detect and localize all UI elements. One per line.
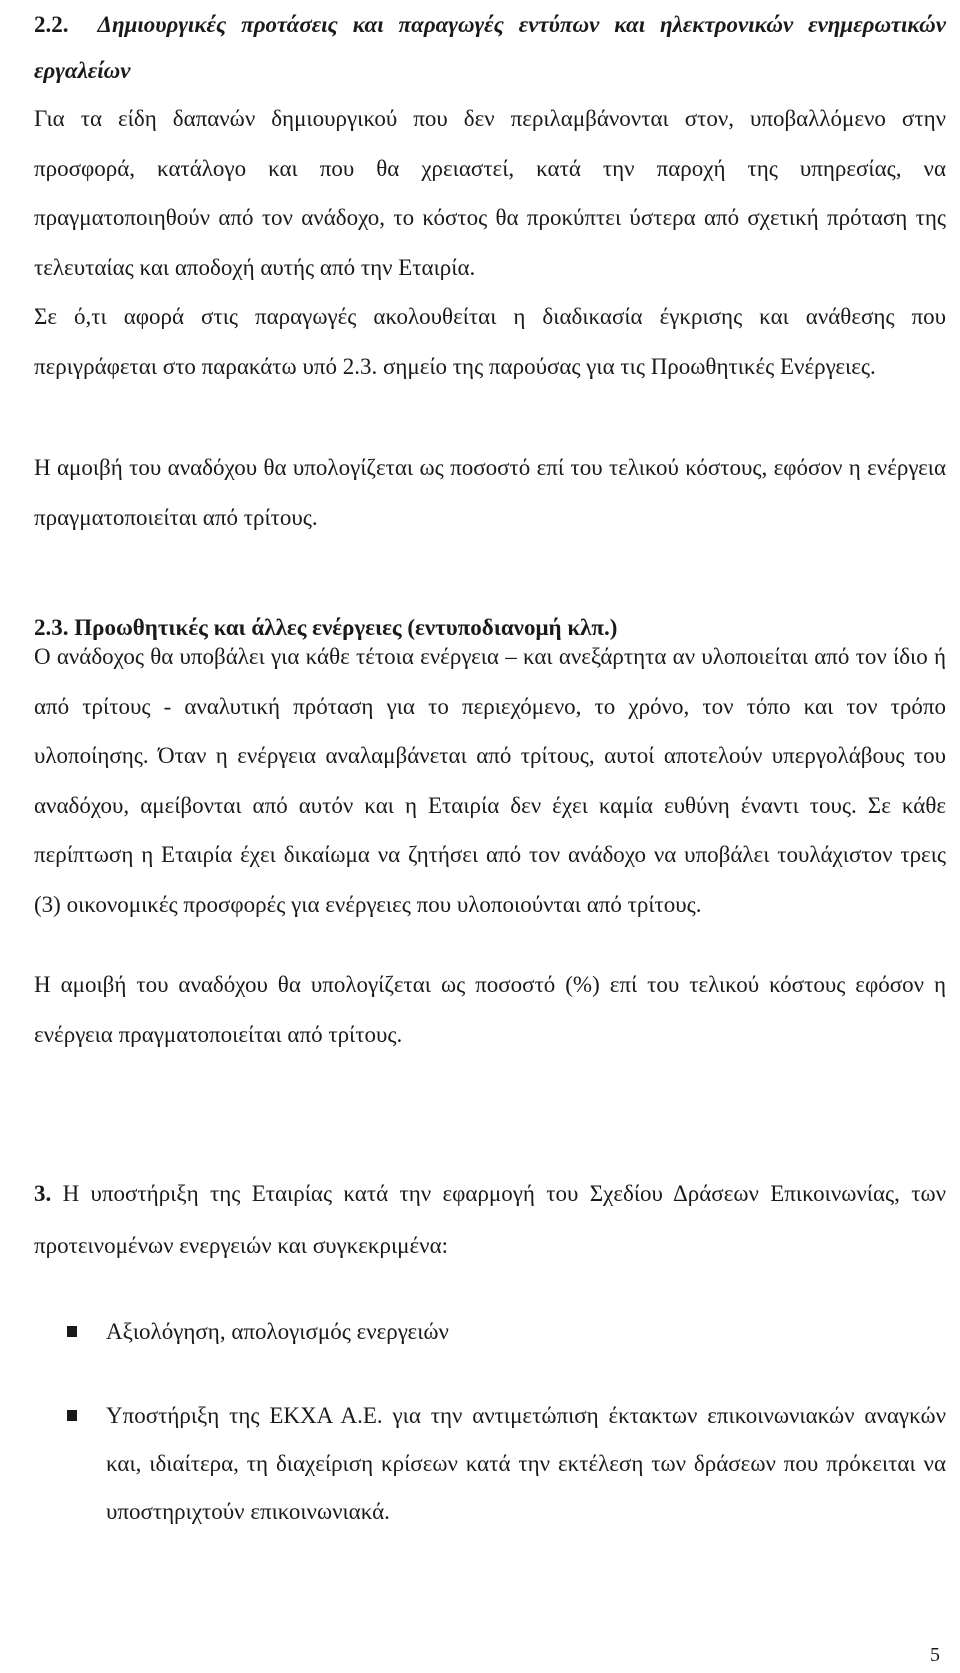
paragraph: Σε ό,τι αφορά στις παραγωγές ακολουθείται η διαδικασία έγκρισης και ανάθεσης που περιγράφεται στο παρακάτω υπό 2.3. σημείο της παρούσας για τις Προωθητικές Ενέργειες. <box>34 304 946 379</box>
document-page <box>34 0 960 1673</box>
page-number: 5 <box>930 1644 940 1666</box>
list-item-text: Αξιολόγηση, απολογισμός ενεργειών <box>106 1319 449 1344</box>
square-bullet-icon <box>67 1326 77 1337</box>
list-item <box>34 1392 946 1536</box>
list-item-text: Υποστήριξη της ΕΚΧΑ Α.Ε. για την αντιμετώπιση έκτακτων επικοινωνιακών αναγκών και, ιδιαίτερα, τη διαχείριση κρίσεων κατά την εκτέλεση των δράσεων που πρόκειται να υποστηριχτούν επικοινωνιακά. <box>106 1403 946 1524</box>
square-bullet-icon <box>67 1410 77 1421</box>
section-number: 2.2. <box>34 12 69 37</box>
list-item <box>34 1308 946 1356</box>
section-3-number: 3. <box>34 1181 52 1206</box>
bullet-list <box>34 1308 946 1572</box>
paragraph: Η αμοιβή του αναδόχου θα υπολογίζεται ως ποσοστό επί του τελικού κόστους, εφόσον η ενέργεια πραγματοποιείται από τρίτους. <box>34 455 946 530</box>
section-title-2-2 <box>34 2 946 94</box>
paragraph: Ο ανάδοχος θα υποβάλει για κάθε τέτοια ενέργεια – και ανεξάρτητα αν υλοποιείται από τον ίδιο ή από τρίτους - αναλυτική πρόταση για το περιεχόμενο, το χρόνο, τον τόπο και τον τρόπο υλοποίησης. Όταν η ενέργεια αναλαμβάνεται από τρίτους, αυτοί αποτελούν υπεργολάβους του αναδόχου, αμείβονται από αυτόν και η Εταιρία δεν έχει καμία ευθύνη έναντι τους. Σε κάθε περίπτωση η Εταιρία έχει δικαίωμα να ζητήσει από τον ανάδοχο να υποβάλει τουλάχιστον τρεις (3) οικονομικές προσφορές για ενέργειες που υλοποιούνται από τρίτους. <box>34 644 946 917</box>
section-3-heading <box>34 1168 946 1272</box>
paragraph: Η αμοιβή του αναδόχου θα υπολογίζεται ως ποσοστό (%) επί του τελικού κόστους εφόσον η ενέργεια πραγματοποιείται από τρίτους. <box>34 972 946 1047</box>
section-3-text: Η υποστήριξη της Εταιρίας κατά την εφαρμογή του Σχεδίου Δράσεων Επικοινωνίας, των προτεινομένων ενεργειών και συγκεκριμένα: <box>34 1181 946 1258</box>
paragraph: Για τα είδη δαπανών δημιουργικού που δεν περιλαμβάνονται στον, υποβαλλόμενο στην προσφορά, κατάλογο και που θα χρειαστεί, κατά την παροχή της υπηρεσίας, να πραγματοποιηθούν από τον ανάδοχο, το κόστος θα προκύπτει ύστερα από σχετική πρόταση της τελευταίας και αποδοχή αυτής από την Εταιρία. <box>34 106 946 280</box>
section-title-text: Δημιουργικές προτάσεις και παραγωγές εντύπων και ηλεκτρονικών ενημερωτικών εργαλείων <box>34 12 946 83</box>
subsection-title-2-3: 2.3. Προωθητικές και άλλες ενέργειες (εντυποδιανομή κλπ.) <box>34 615 618 640</box>
